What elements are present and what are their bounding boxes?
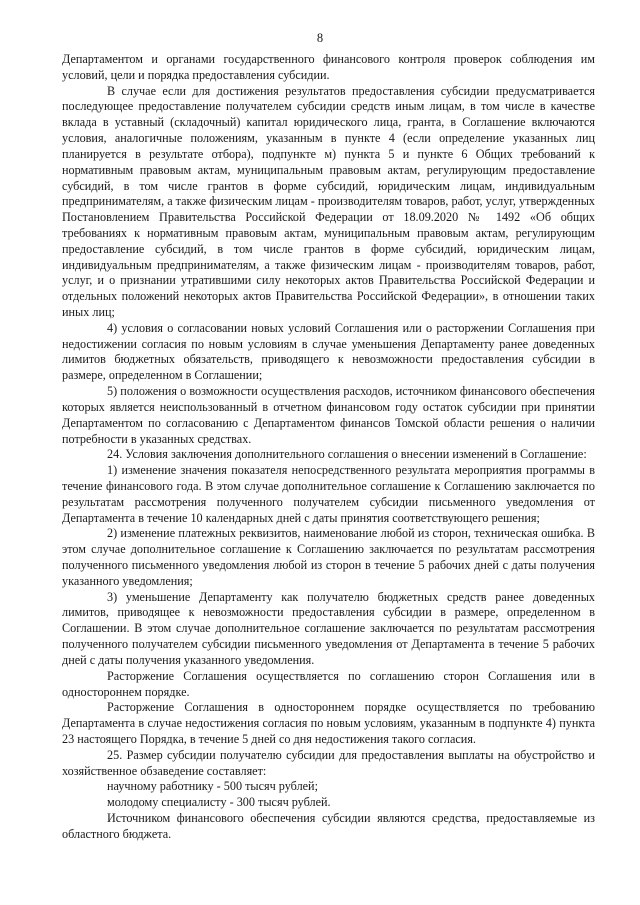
paragraph-section-24: 24. Условия заключения дополнительного соглашения о внесении изменений в Соглашение:	[107, 447, 587, 462]
document-body	[62, 52, 595, 843]
paragraph-subitem-3: 3) уменьшение Департаменту как получателю бюджетных средств ранее доведенных лимитов, приводящее к невозможности предоставления субсидии в размере, определенном в Соглашении. В этом случае дополнительное соглашение заключается по результатам рассмотрения полученного получателем субсидии письменного уведомления от Департамента в течение 5 рабочих дней с даты получения указанного уведомления.	[62, 589, 595, 667]
paragraph-other-persons: В случае если для достижения результатов предоставления субсидии предусматривается последующее предоставление получателем субсидии средств иным лицам, в том числе в качестве вклада в уставный (складочный) капитал юридического лица, гранта, в Соглашение включаются условия, аналогичные положениям, указанным в пункте 4 (если определение указанных лиц планируется в результате отбора), подпункте м) пункта 5 и пункте 6 Общих требований к нормативным правовым актам, муниципальным правовым актам, регулирующим предоставление субсидий, в том числе грантов в форме субсидий, юридическим лицам, индивидуальным предпринимателям, а также физическим лицам - производителям товаров, работ, услуг, утвержденных Постановлением Правительства Российской Федерации от 18.09.2020 № 1492 «Об общих требованиях к нормативным правовым актам, муниципальным правовым актам, регулирующим предоставление субсидий, в том числе грантов в форме субсидий, юридическим лицам, индивидуальным предпринимателям, а также физическим лицам - производителям товаров, работ, услуг, и о признании утратившими силу некоторых актов Правительства Российской Федерации и отдельных положений некоторых актов Правительства Российской Федерации», в отношении таких иных лиц;	[62, 83, 595, 319]
page-number: 8	[316, 31, 324, 45]
paragraph-termination: Расторжение Соглашения осуществляется по соглашению сторон Соглашения или в одностороннем порядке.	[62, 668, 595, 699]
paragraph-subitem-2: 2) изменение платежных реквизитов, наименование любой из сторон, техническая ошибка. В этом случае дополнительное соглашение к Соглашению заключается по результатам рассмотрения полученного письменного уведомления любой из сторон в течение 5 рабочих дней с даты получения указанного уведомления;	[62, 526, 595, 588]
paragraph-funding-source: Источником финансового обеспечения субсидии являются средства, предоставляемые из областного бюджета.	[62, 811, 595, 841]
list-item-young-specialist: молодому специалисту - 300 тысяч рублей.	[107, 795, 331, 810]
paragraph-item-5: 5) положения о возможности осуществления расходов, источником финансового обеспечения которых является неиспользованный в отчетном финансовом году остаток субсидии при принятии Департаментом по согласованию с Департаментом финансов Томской области решения о наличии потребности в указанных средствах.	[62, 384, 595, 446]
paragraph-continuation: Департаментом и органами государственного финансового контроля проверок соблюдения им условий, цели и порядка предоставления субсидии.	[62, 52, 595, 82]
paragraph-subitem-1: 1) изменение значения показателя непосредственного результата мероприятия программы в течение финансового года. В этом случае дополнительное соглашение к Соглашению заключается по результатам рассмотрения полученного получателем субсидии письменного уведомления от Департамента в течение 10 календарных дней с даты принятия соответствующего решения;	[62, 463, 595, 525]
paragraph-section-25: 25. Размер субсидии получателю субсидии для предоставления выплаты на обустройство и хозяйственное обзаведение составляет:	[62, 747, 595, 778]
paragraph-unilateral-termination: Расторжение Соглашения в одностороннем порядке осуществляется по требованию Департамента в случае недостижения согласия по новым условиям, указанным в подпункте 4) пункта 23 настоящего Порядка, в течение 5 дней со дня недостижения такого согласия.	[62, 700, 595, 746]
list-item-scientist: научному работнику - 500 тысяч рублей;	[107, 779, 318, 794]
paragraph-item-4: 4) условия о согласовании новых условий Соглашения или о расторжении Соглашения при недостижении согласия по новым условиям в случае уменьшения Департаменту ранее доведенных лимитов бюджетных обязательств, приводящего к невозможности предоставления субсидии в размере, определенном в Соглашении;	[62, 320, 595, 383]
